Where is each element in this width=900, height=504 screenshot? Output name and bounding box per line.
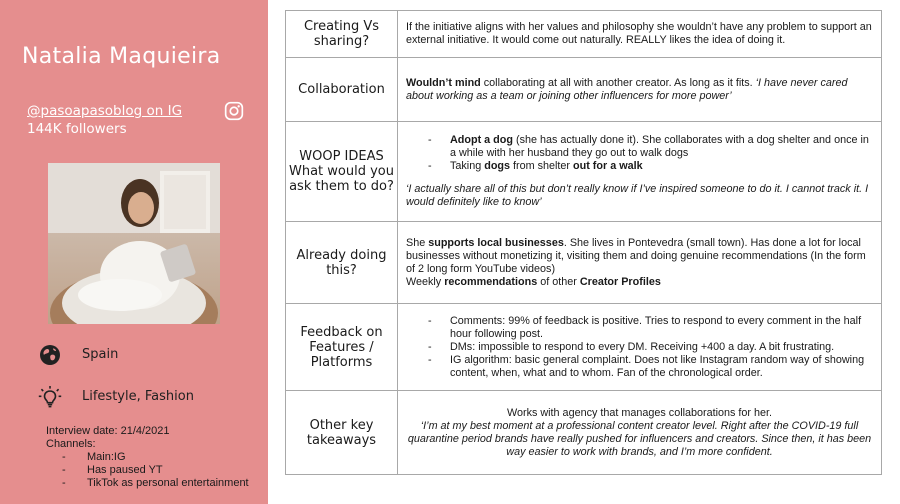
row-content: Wouldn’t mind collaborating at all with another creator. As long as it fits. ‘I have never cared about working as a team or joining other influencers for more power’ (398, 58, 882, 122)
channel-item: - Main:IG (62, 451, 266, 464)
instagram-handle-link[interactable]: @pasoapasoblog on IG (27, 103, 183, 119)
row-content: Works with agency that manages collaborations for her. ‘I’m at my best moment at a professional content creator level. Right after the COVID-19 full quarantine period brands have really pushed for influencers and creators. Since then, it has been way easier to work with brands, and I’m more confident. (398, 391, 882, 475)
profile-sidebar (0, 0, 268, 504)
channels-label: Channels: (46, 438, 96, 450)
table-row (286, 58, 882, 122)
table-row (286, 222, 882, 304)
list-item: - DMs: impossible to respond to every DM. Receiving +400 a day. A bit frustrating. (406, 341, 873, 354)
creator-name: Natalia Maquieira (22, 44, 221, 69)
table-row (286, 391, 882, 475)
table-row (286, 11, 882, 58)
list-item: - Taking dogs from shelter out for a walk (406, 160, 873, 173)
row-label: Other key takeaways (286, 391, 398, 475)
interview-date: Interview date: 21/4/2021 (46, 425, 170, 437)
interview-table (285, 10, 882, 475)
row-label: Already doing this? (286, 222, 398, 304)
row-label: WOOP IDEAS What would you ask them to do? (286, 122, 398, 222)
interview-info (46, 425, 266, 490)
row-label: Feedback on Features / Platforms (286, 304, 398, 391)
followers-count: 144K followers (27, 121, 127, 137)
globe-icon (38, 343, 62, 367)
table-row (286, 122, 882, 222)
channel-item: - Has paused YT (62, 464, 266, 477)
category-text: Lifestyle, Fashion (82, 389, 194, 404)
list-item: - Comments: 99% of feedback is positive. Tries to respond to every comment in the half hour following post. (406, 315, 873, 341)
row-content: - Adopt a dog (she has actually done it). She collaborates with a dog shelter and once in a while with her husband they go out to walk dogs - Taking dogs from shelter out for a walk ‘I actually share all of this but don’t really know if I’ve inspired someone to do it. I cannot track it. I would definitely like to know’ (398, 122, 882, 222)
row-label: Collaboration (286, 58, 398, 122)
row-label: Creating Vs sharing? (286, 11, 398, 58)
country-text: Spain (82, 347, 119, 362)
channel-item: - TikTok as personal entertainment (62, 477, 266, 490)
list-item: - IG algorithm: basic general complaint. Does not like Instagram random way of showing content, when, what and to whom. Fan of the chronological order. (406, 354, 873, 380)
creator-photo (48, 163, 220, 324)
instagram-icon (224, 101, 244, 121)
channels-list (46, 451, 266, 490)
row-content: She supports local businesses. She lives in Pontevedra (small town). Has done a lot for local businesses without monetizing it, visiting them and doing genuine recommendations (In the form of 2 long form YouTube videos) Weekly recommendations of other Creator Profiles (398, 222, 882, 304)
lightbulb-icon (38, 385, 62, 409)
row-content: If the initiative aligns with her values and philosophy she wouldn’t have any problem to support an external initiative. It would come out naturally. REALLY likes the idea of doing it. (398, 11, 882, 58)
list-item: - Adopt a dog (she has actually done it). She collaborates with a dog shelter and once in a while with her husband they go out to walk dogs (406, 134, 873, 160)
row-content (398, 304, 882, 391)
table-row (286, 304, 882, 391)
